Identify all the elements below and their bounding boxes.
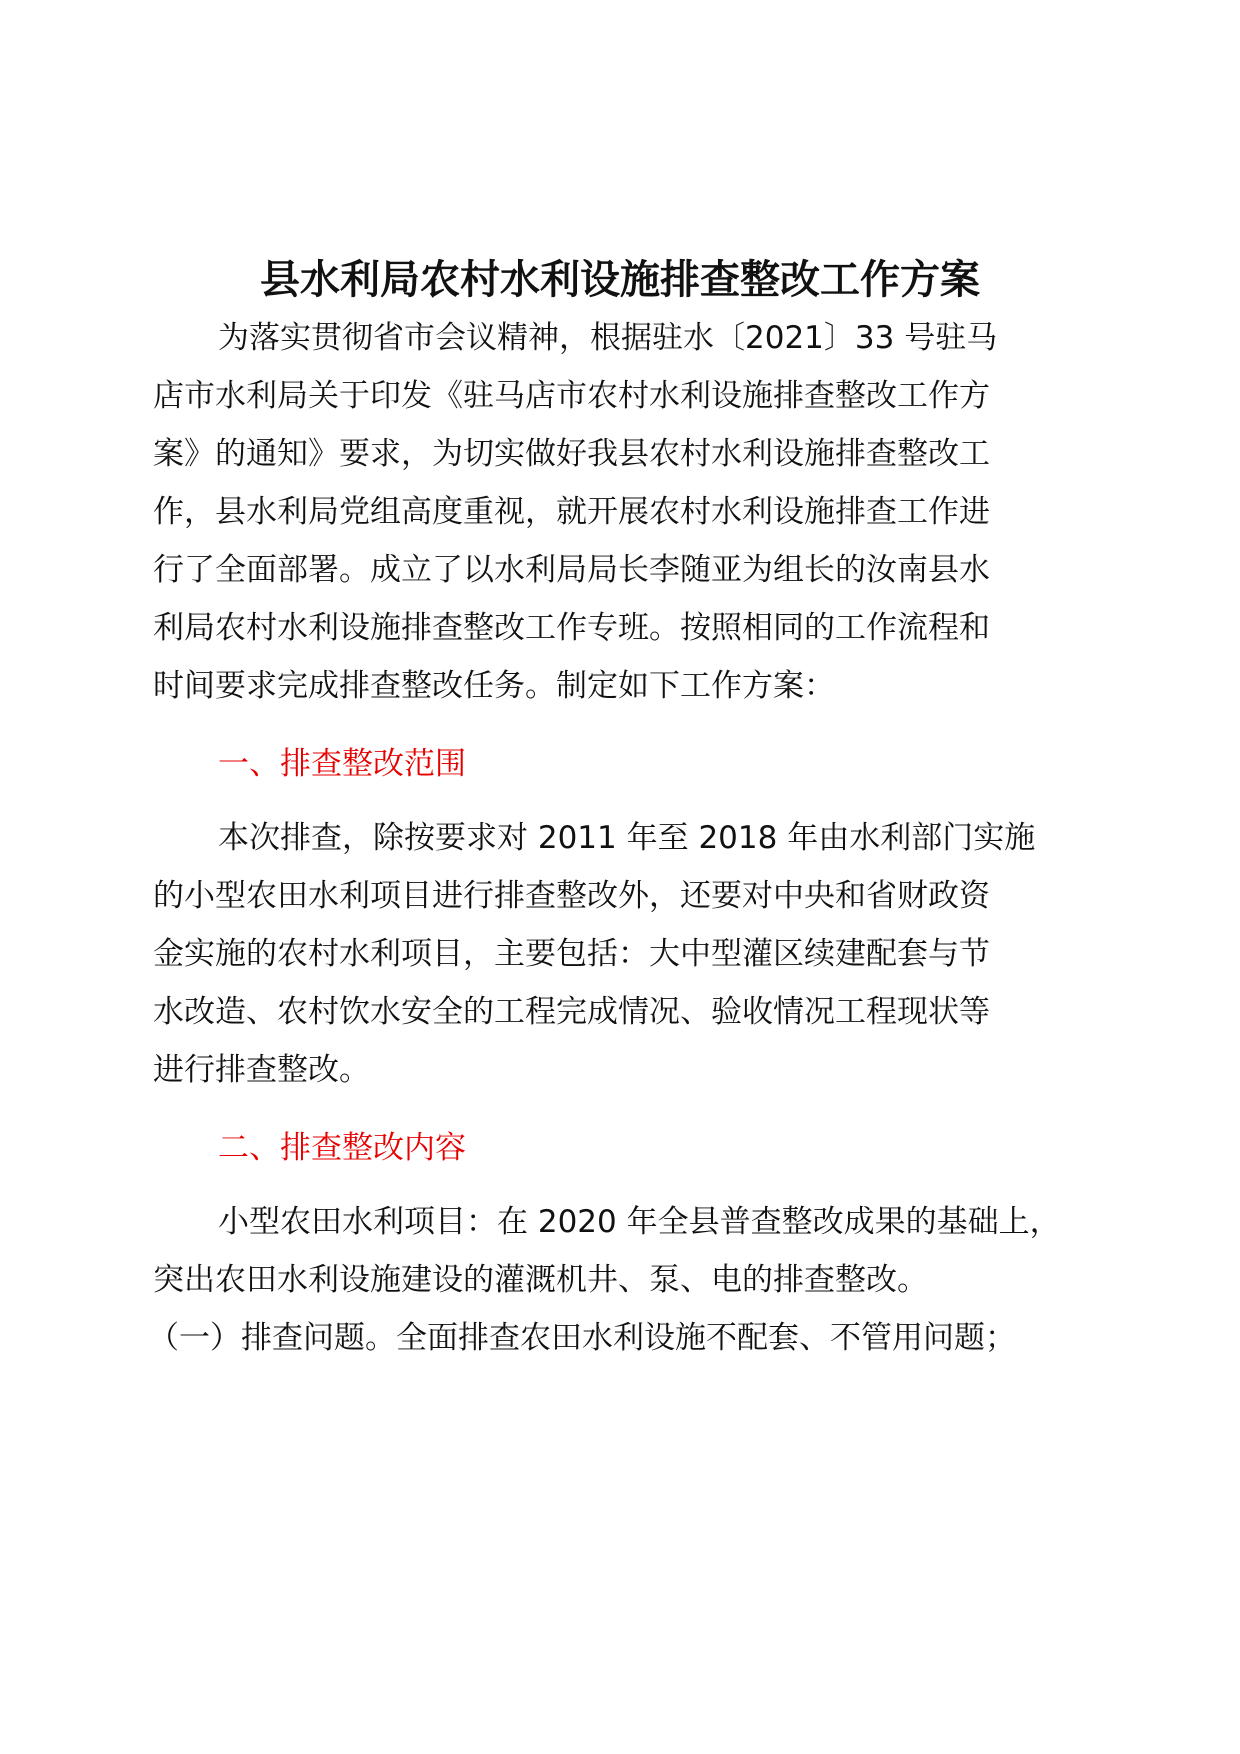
- intro-line-4: 作，县水利局党组高度重视，就开展农村水利设施排查工作进: [153, 494, 990, 530]
- section-2-line-3: （一）排查问题。全面排查农田水利设施不配套、不管用问题；: [148, 1320, 1016, 1356]
- section-2-line-2: 突出农田水利设施建设的灌溉机井、泵、电的排查整改。: [153, 1262, 928, 1298]
- section-1-line-2: 的小型农田水利项目进行排查整改外，还要对中央和省财政资: [153, 878, 990, 914]
- section-1-heading: 一、排查整改范围: [218, 746, 466, 782]
- intro-line-3: 案》的通知》要求，为切实做好我县农村水利设施排查整改工: [153, 436, 990, 472]
- intro-line-1: 为落实贯彻省市会议精神，根据驻水〔2021〕33 号驻马: [218, 320, 998, 356]
- section-2-heading: 二、排查整改内容: [218, 1130, 466, 1166]
- intro-line-6: 利局农村水利设施排查整改工作专班。按照相同的工作流程和: [153, 610, 990, 646]
- document-title: 县水利局农村水利设施排查整改工作方案: [260, 257, 980, 303]
- section-2-line-1: 小型农田水利项目：在 2020 年全县普查整改成果的基础上，: [218, 1204, 1061, 1240]
- section-1-line-3: 金实施的农村水利项目，主要包括：大中型灌区续建配套与节: [153, 936, 990, 972]
- intro-line-2: 店市水利局关于印发《驻马店市农村水利设施排查整改工作方: [153, 378, 990, 414]
- section-1-line-1: 本次排查，除按要求对 2011 年至 2018 年由水利部门实施: [218, 820, 1036, 856]
- section-1-line-4: 水改造、农村饮水安全的工程完成情况、验收情况工程现状等: [153, 994, 990, 1030]
- intro-line-7: 时间要求完成排查整改任务。制定如下工作方案：: [153, 668, 835, 704]
- section-1-line-5: 进行排查整改。: [153, 1052, 370, 1088]
- intro-line-5: 行了全面部署。成立了以水利局局长李随亚为组长的汝南县水: [153, 552, 990, 588]
